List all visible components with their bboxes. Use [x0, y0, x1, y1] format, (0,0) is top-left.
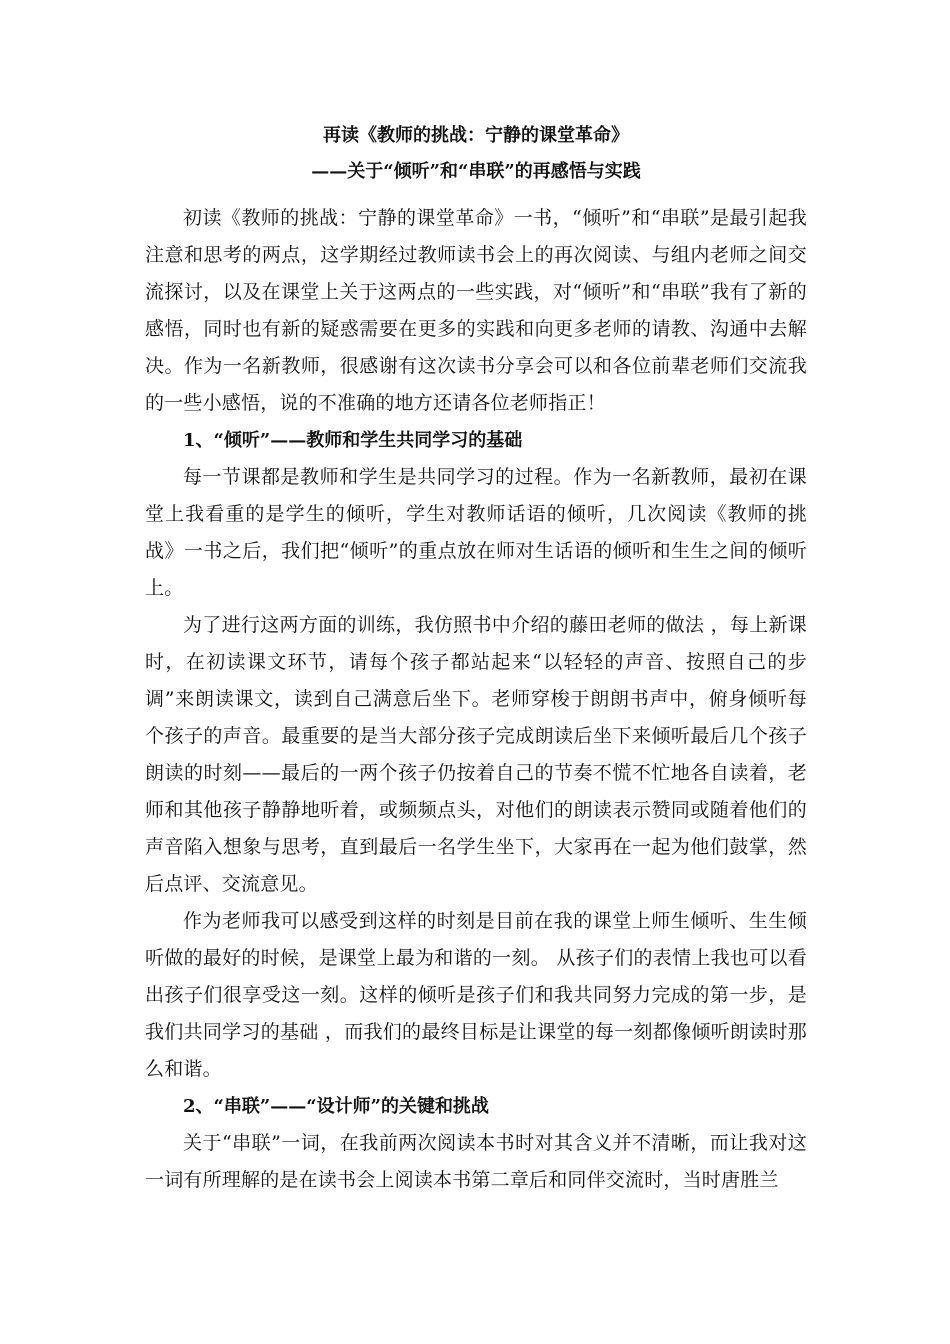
intro-paragraph: 初读《教师的挑战：宁静的课堂革命》一书，“倾听”和“串联”是最引起我注意和思考的两点，这学期经过教师读书会上的再次阅读、与组内老师之间交流探讨，以及在课堂上关于这两点的一些实践，对“倾听”和“串联”我有了新的感悟，同时也有新的疑惑需要在更多的实践和向更多老师的请教、沟通中去解决。作为一名新教师，很感谢有这次读书分享会可以和各位前辈老师们交流我的一些小感悟，说的不准确的地方还请各位老师指正！: [145, 207, 807, 414]
document-body: [145, 200, 807, 1199]
section-2-heading: 2、“串联”——“设计师”的关键和挑战: [183, 1096, 489, 1117]
section-1-paragraph-2: 为了进行这两方面的训练，我仿照书中介绍的藤田老师的做法 ，每上新课时，在初读课文环节，请每个孩子都站起来“以轻轻的声音、按照自己的步调”来朗读课文，读到自己满意后坐下。老师穿梭于朗朗书声中，俯身倾听每个孩子的声音。最重要的是当大部分孩子完成朗读后坐下来倾听最后几个孩子朗读的时刻——最后的一两个孩子仍按着自己的节奏不慌不忙地各自读着，老师和其他孩子静静地听着，或频频点头，对他们的朗读表示赞同或随着他们的声音陷入想象与思考，直到最后一名学生坐下，大家再在一起为他们鼓掌，然后点评、交流意见。: [145, 614, 807, 895]
section-1-paragraph-1: 每一节课都是教师和学生是共同学习的过程。作为一名新教师，最初在课堂上我看重的是学生的倾听，学生对教师话语的倾听，几次阅读《教师的挑战》一书之后，我们把“倾听”的重点放在师对生话语的倾听和生生之间的倾听上。: [145, 466, 807, 599]
document-subtitle: ——关于“倾听”和“串联”的再感悟与实践: [311, 161, 641, 182]
section-1-heading: 1、“倾听”——教师和学生共同学习的基础: [183, 430, 523, 451]
section-2-paragraph-1: 关于“串联”一词，在我前两次阅读本书时对其含义并不清晰，而让我对这一词有所理解的是在读书会上阅读本书第二章后和同伴交流时，当时唐胜兰: [145, 1132, 807, 1191]
section-1-paragraph-3: 作为老师我可以感受到这样的时刻是目前在我的课堂上师生倾听、生生倾听做的最好的时候，是课堂上最为和谐的一刻。 从孩子们的表情上我也可以看出孩子们很享受这一刻。这样的倾听是孩子们和我共同努力完成的第一步，是我们共同学习的基础 ，而我们的最终目标是让课堂的每一刻都像倾听朗读时那么和谐。: [145, 910, 807, 1080]
document-title: 再读《教师的挑战：宁静的课堂革命》: [323, 125, 629, 146]
